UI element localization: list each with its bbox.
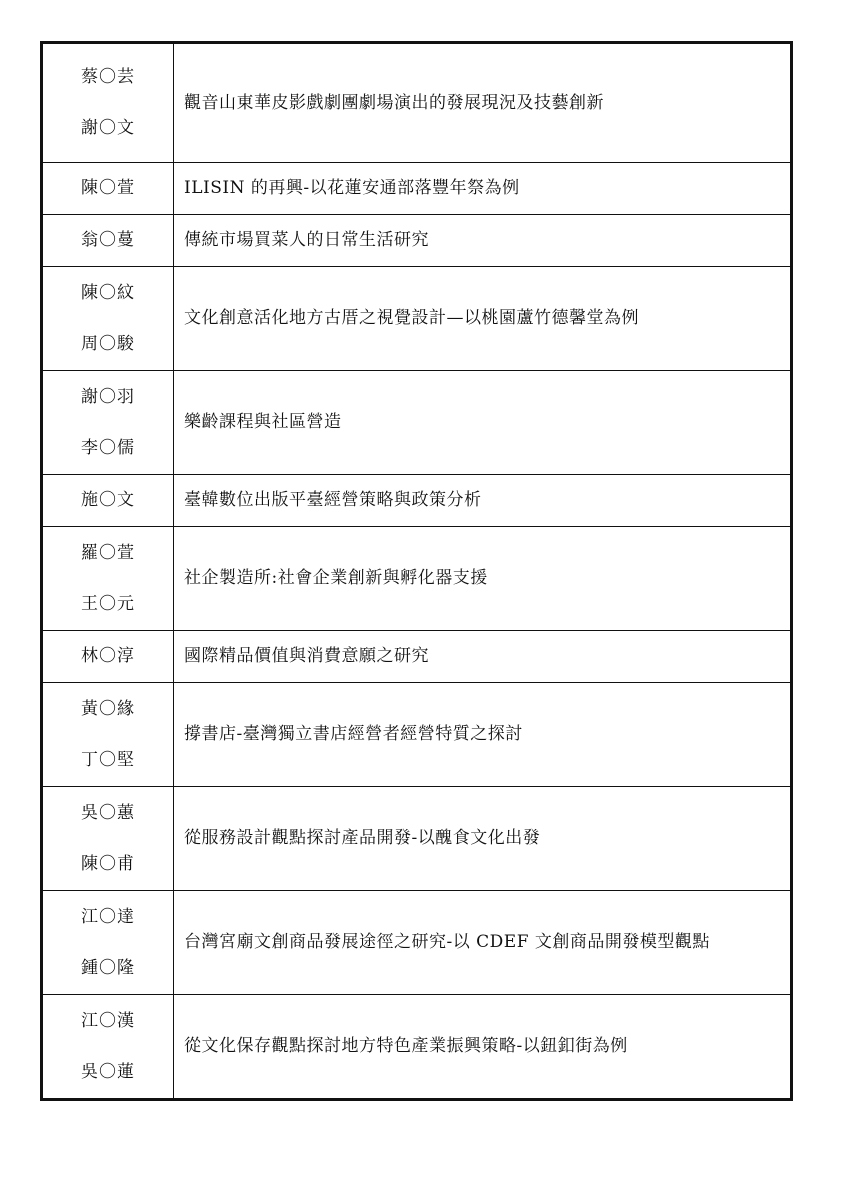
author-name: 吳〇蕙 — [81, 802, 135, 823]
author-name: 陳〇萱 — [81, 178, 135, 198]
table-row — [42, 683, 792, 787]
author-name: 謝〇羽 — [81, 386, 135, 407]
author-name: 周〇駿 — [81, 333, 135, 354]
author-name: 鍾〇隆 — [81, 957, 135, 978]
author-name: 謝〇文 — [81, 118, 135, 138]
author-name: 陳〇紋 — [81, 282, 135, 303]
authors-cell — [42, 787, 174, 891]
author-name: 施〇文 — [81, 490, 135, 510]
topic-title: 傳統市場買菜人的日常生活研究 — [174, 215, 792, 267]
author-name: 江〇達 — [81, 906, 135, 927]
table-row — [42, 527, 792, 631]
table-row — [42, 891, 792, 995]
authors-cell — [42, 163, 174, 215]
author-name: 李〇儒 — [81, 437, 135, 458]
authors-cell — [42, 683, 174, 787]
research-topics-table — [40, 41, 793, 1101]
author-name: 王〇元 — [81, 593, 135, 614]
topic-title: 文化創意活化地方古厝之視覺設計—以桃園蘆竹德馨堂為例 — [174, 267, 792, 371]
author-name: 黃〇緣 — [81, 698, 135, 719]
topic-title: 樂齡課程與社區營造 — [174, 371, 792, 475]
table-row — [42, 995, 792, 1100]
topic-title: 觀音山東華皮影戲劇團劇場演出的發展現況及技藝創新 — [174, 43, 792, 163]
table-row — [42, 475, 792, 527]
topic-title: 從文化保存觀點探討地方特色產業振興策略-以鈕釦街為例 — [174, 995, 792, 1100]
table-row — [42, 631, 792, 683]
table-row — [42, 163, 792, 215]
topic-title: 撐書店-臺灣獨立書店經營者經營特質之探討 — [174, 683, 792, 787]
author-name: 蔡〇芸 — [81, 67, 135, 87]
author-name: 陳〇甫 — [81, 853, 135, 874]
authors-cell — [42, 43, 174, 163]
table-row — [42, 371, 792, 475]
table-row — [42, 267, 792, 371]
authors-cell — [42, 631, 174, 683]
author-name: 羅〇萱 — [81, 542, 135, 563]
topic-title: 國際精品價值與消費意願之研究 — [174, 631, 792, 683]
table-row — [42, 215, 792, 267]
table-row — [42, 787, 792, 891]
author-name: 江〇漢 — [81, 1010, 135, 1031]
authors-cell — [42, 891, 174, 995]
author-name: 丁〇堅 — [81, 749, 135, 770]
topic-title: 台灣宮廟文創商品發展途徑之研究-以 CDEF 文創商品開發模型觀點 — [174, 891, 792, 995]
authors-cell — [42, 215, 174, 267]
topic-title: 社企製造所:社會企業創新與孵化器支援 — [174, 527, 792, 631]
author-name: 翁〇蔓 — [81, 230, 135, 250]
table-row — [42, 43, 792, 163]
authors-cell — [42, 527, 174, 631]
authors-cell — [42, 995, 174, 1100]
topic-title: 臺韓數位出版平臺經營策略與政策分析 — [174, 475, 792, 527]
author-name: 吳〇蓮 — [81, 1061, 135, 1082]
topic-title: 從服務設計觀點探討產品開發-以醜食文化出發 — [174, 787, 792, 891]
authors-cell — [42, 267, 174, 371]
author-name: 林〇淳 — [81, 646, 135, 666]
topic-title: ILISIN 的再興-以花蓮安通部落豐年祭為例 — [174, 163, 792, 215]
authors-cell — [42, 371, 174, 475]
authors-cell — [42, 475, 174, 527]
